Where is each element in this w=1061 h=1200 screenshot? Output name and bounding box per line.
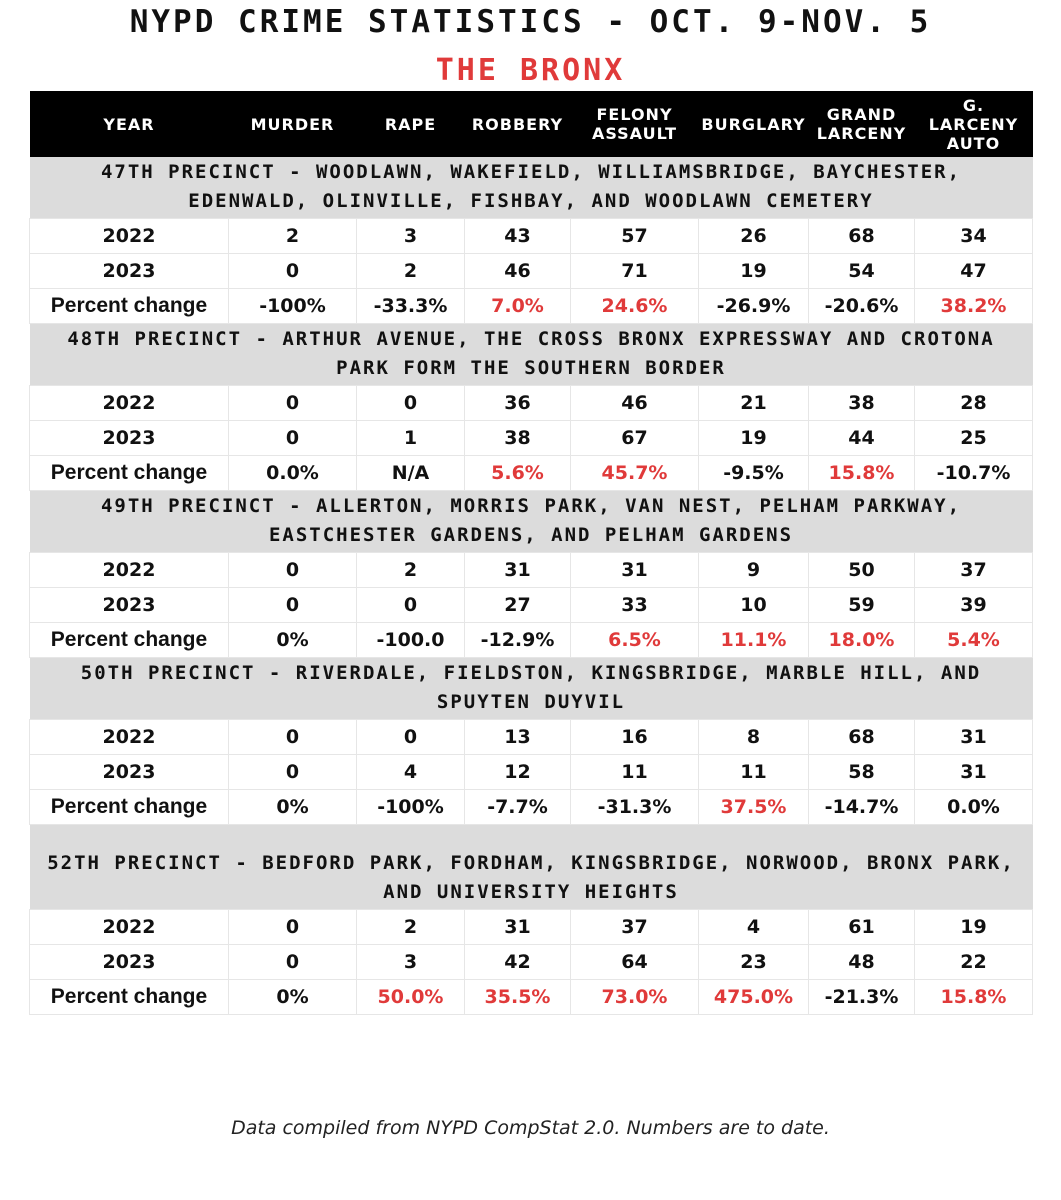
row-label: 2022 xyxy=(30,553,229,588)
cell-murder: 0 xyxy=(229,386,357,421)
cell-robbery: 43 xyxy=(465,219,571,254)
cell-g-larceny-auto: 22 xyxy=(915,945,1033,980)
column-header-year: YEAR xyxy=(30,91,229,157)
cell-burglary: 4 xyxy=(699,910,809,945)
cell-burglary: 475.0% xyxy=(699,980,809,1015)
row-label: 2022 xyxy=(30,720,229,755)
cell-rape: 3 xyxy=(357,219,465,254)
cell-rape: 2 xyxy=(357,553,465,588)
precinct-title: 50TH PRECINCT - RIVERDALE, FIELDSTON, KINGSBRIDGE, MARBLE HILL, AND SPUYTEN DUYVIL xyxy=(30,658,1033,720)
column-header-rape: RAPE xyxy=(357,91,465,157)
cell-grand-larceny: 15.8% xyxy=(809,456,915,491)
cell-burglary: 19 xyxy=(699,254,809,289)
cell-grand-larceny: -20.6% xyxy=(809,289,915,324)
column-header-murder: MURDER xyxy=(229,91,357,157)
precinct-title: 47TH PRECINCT - WOODLAWN, WAKEFIELD, WILLIAMSBRIDGE, BAYCHESTER, EDENWALD, OLINVILLE, FISHBAY, AND WOODLAWN CEMETERY xyxy=(30,157,1033,219)
precinct-header-row xyxy=(30,324,1033,386)
cell-robbery: 7.0% xyxy=(465,289,571,324)
cell-g-larceny-auto: 37 xyxy=(915,553,1033,588)
cell-g-larceny-auto: 19 xyxy=(915,910,1033,945)
row-label: 2023 xyxy=(30,755,229,790)
cell-grand-larceny: 61 xyxy=(809,910,915,945)
year-row xyxy=(30,386,1033,421)
cell-robbery: 36 xyxy=(465,386,571,421)
cell-murder: 0% xyxy=(229,790,357,825)
cell-robbery: -7.7% xyxy=(465,790,571,825)
cell-felony-assault: 33 xyxy=(571,588,699,623)
cell-g-larceny-auto: 0.0% xyxy=(915,790,1033,825)
precinct-header-row xyxy=(30,491,1033,553)
cell-robbery: 38 xyxy=(465,421,571,456)
cell-burglary: -26.9% xyxy=(699,289,809,324)
cell-felony-assault: 71 xyxy=(571,254,699,289)
row-label: 2023 xyxy=(30,945,229,980)
table-body xyxy=(30,157,1033,1015)
cell-grand-larceny: 68 xyxy=(809,720,915,755)
column-header-grand-larceny: GRAND LARCENY xyxy=(809,91,915,157)
row-label: 2022 xyxy=(30,386,229,421)
cell-rape: 2 xyxy=(357,254,465,289)
cell-rape: 50.0% xyxy=(357,980,465,1015)
cell-robbery: 42 xyxy=(465,945,571,980)
row-label: 2022 xyxy=(30,219,229,254)
cell-murder: 0% xyxy=(229,623,357,658)
year-row xyxy=(30,553,1033,588)
crime-stats-table xyxy=(29,91,1033,1015)
cell-robbery: 46 xyxy=(465,254,571,289)
cell-felony-assault: -31.3% xyxy=(571,790,699,825)
cell-burglary: 21 xyxy=(699,386,809,421)
cell-g-larceny-auto: 28 xyxy=(915,386,1033,421)
cell-grand-larceny: 18.0% xyxy=(809,623,915,658)
cell-burglary: 11.1% xyxy=(699,623,809,658)
cell-rape: -100.0 xyxy=(357,623,465,658)
year-row xyxy=(30,421,1033,456)
cell-g-larceny-auto: 15.8% xyxy=(915,980,1033,1015)
cell-robbery: 12 xyxy=(465,755,571,790)
column-header-g-larceny-auto: G. LARCENY AUTO xyxy=(915,91,1033,157)
column-header-burglary: BURGLARY xyxy=(699,91,809,157)
cell-grand-larceny: 44 xyxy=(809,421,915,456)
page-subtitle: THE BRONX xyxy=(435,53,626,88)
cell-murder: 0 xyxy=(229,588,357,623)
cell-murder: 2 xyxy=(229,219,357,254)
cell-burglary: 23 xyxy=(699,945,809,980)
precinct-header-row xyxy=(30,825,1033,910)
cell-felony-assault: 31 xyxy=(571,553,699,588)
cell-rape: 4 xyxy=(357,755,465,790)
cell-burglary: 10 xyxy=(699,588,809,623)
cell-murder: 0 xyxy=(229,755,357,790)
cell-felony-assault: 6.5% xyxy=(571,623,699,658)
cell-g-larceny-auto: 5.4% xyxy=(915,623,1033,658)
percent-change-row xyxy=(30,456,1033,491)
cell-felony-assault: 67 xyxy=(571,421,699,456)
cell-murder: -100% xyxy=(229,289,357,324)
row-label: 2022 xyxy=(30,910,229,945)
cell-felony-assault: 46 xyxy=(571,386,699,421)
row-label: 2023 xyxy=(30,254,229,289)
cell-g-larceny-auto: 25 xyxy=(915,421,1033,456)
cell-burglary: 8 xyxy=(699,720,809,755)
row-label: 2023 xyxy=(30,421,229,456)
cell-murder: 0 xyxy=(229,910,357,945)
cell-robbery: 31 xyxy=(465,910,571,945)
header-row xyxy=(30,91,1033,157)
percent-change-row xyxy=(30,289,1033,324)
cell-grand-larceny: 38 xyxy=(809,386,915,421)
cell-murder: 0 xyxy=(229,254,357,289)
cell-g-larceny-auto: 47 xyxy=(915,254,1033,289)
year-row xyxy=(30,910,1033,945)
cell-robbery: 27 xyxy=(465,588,571,623)
cell-felony-assault: 37 xyxy=(571,910,699,945)
cell-robbery: 31 xyxy=(465,553,571,588)
cell-grand-larceny: 58 xyxy=(809,755,915,790)
cell-grand-larceny: 50 xyxy=(809,553,915,588)
cell-g-larceny-auto: -10.7% xyxy=(915,456,1033,491)
cell-rape: -33.3% xyxy=(357,289,465,324)
cell-robbery: -12.9% xyxy=(465,623,571,658)
cell-g-larceny-auto: 38.2% xyxy=(915,289,1033,324)
cell-rape: -100% xyxy=(357,790,465,825)
cell-burglary: 11 xyxy=(699,755,809,790)
cell-felony-assault: 24.6% xyxy=(571,289,699,324)
cell-rape: 0 xyxy=(357,588,465,623)
cell-rape: 1 xyxy=(357,421,465,456)
cell-g-larceny-auto: 34 xyxy=(915,219,1033,254)
cell-grand-larceny: 48 xyxy=(809,945,915,980)
row-label: Percent change xyxy=(30,289,229,324)
cell-burglary: 37.5% xyxy=(699,790,809,825)
cell-murder: 0 xyxy=(229,553,357,588)
source-footnote: Data compiled from NYPD CompStat 2.0. Numbers are to date. xyxy=(231,1117,830,1139)
year-row xyxy=(30,588,1033,623)
precinct-header-row xyxy=(30,658,1033,720)
row-label: Percent change xyxy=(30,456,229,491)
cell-g-larceny-auto: 31 xyxy=(915,720,1033,755)
cell-grand-larceny: -14.7% xyxy=(809,790,915,825)
year-row xyxy=(30,755,1033,790)
cell-felony-assault: 57 xyxy=(571,219,699,254)
cell-felony-assault: 11 xyxy=(571,755,699,790)
cell-burglary: 9 xyxy=(699,553,809,588)
cell-burglary: -9.5% xyxy=(699,456,809,491)
year-row xyxy=(30,945,1033,980)
cell-burglary: 19 xyxy=(699,421,809,456)
row-label: Percent change xyxy=(30,790,229,825)
cell-felony-assault: 73.0% xyxy=(571,980,699,1015)
row-label: Percent change xyxy=(30,623,229,658)
year-row xyxy=(30,254,1033,289)
cell-grand-larceny: -21.3% xyxy=(809,980,915,1015)
cell-g-larceny-auto: 31 xyxy=(915,755,1033,790)
cell-felony-assault: 45.7% xyxy=(571,456,699,491)
cell-murder: 0 xyxy=(229,421,357,456)
cell-murder: 0% xyxy=(229,980,357,1015)
precinct-title: 49TH PRECINCT - ALLERTON, MORRIS PARK, VAN NEST, PELHAM PARKWAY, EASTCHESTER GARDENS, AND PELHAM GARDENS xyxy=(30,491,1033,553)
column-header-felony-assault: FELONY ASSAULT xyxy=(571,91,699,157)
cell-murder: 0.0% xyxy=(229,456,357,491)
cell-robbery: 13 xyxy=(465,720,571,755)
cell-grand-larceny: 59 xyxy=(809,588,915,623)
cell-rape: 3 xyxy=(357,945,465,980)
year-row xyxy=(30,720,1033,755)
cell-grand-larceny: 54 xyxy=(809,254,915,289)
cell-burglary: 26 xyxy=(699,219,809,254)
cell-murder: 0 xyxy=(229,945,357,980)
cell-g-larceny-auto: 39 xyxy=(915,588,1033,623)
cell-felony-assault: 64 xyxy=(571,945,699,980)
percent-change-row xyxy=(30,623,1033,658)
precinct-title: 52TH PRECINCT - BEDFORD PARK, FORDHAM, KINGSBRIDGE, NORWOOD, BRONX PARK, AND UNIVERSITY HEIGHTS xyxy=(30,825,1033,910)
cell-rape: 0 xyxy=(357,386,465,421)
precinct-header-row xyxy=(30,157,1033,219)
row-label: 2023 xyxy=(30,588,229,623)
cell-rape: N/A xyxy=(357,456,465,491)
cell-rape: 2 xyxy=(357,910,465,945)
cell-murder: 0 xyxy=(229,720,357,755)
page-title: NYPD CRIME STATISTICS - OCT. 9-NOV. 5 xyxy=(129,4,932,40)
percent-change-row xyxy=(30,980,1033,1015)
column-header-robbery: ROBBERY xyxy=(465,91,571,157)
cell-robbery: 35.5% xyxy=(465,980,571,1015)
cell-rape: 0 xyxy=(357,720,465,755)
row-label: Percent change xyxy=(30,980,229,1015)
year-row xyxy=(30,219,1033,254)
percent-change-row xyxy=(30,790,1033,825)
cell-felony-assault: 16 xyxy=(571,720,699,755)
cell-grand-larceny: 68 xyxy=(809,219,915,254)
cell-robbery: 5.6% xyxy=(465,456,571,491)
precinct-title: 48TH PRECINCT - ARTHUR AVENUE, THE CROSS BRONX EXPRESSWAY AND CROTONA PARK FORM THE SOUTHERN BORDER xyxy=(30,324,1033,386)
